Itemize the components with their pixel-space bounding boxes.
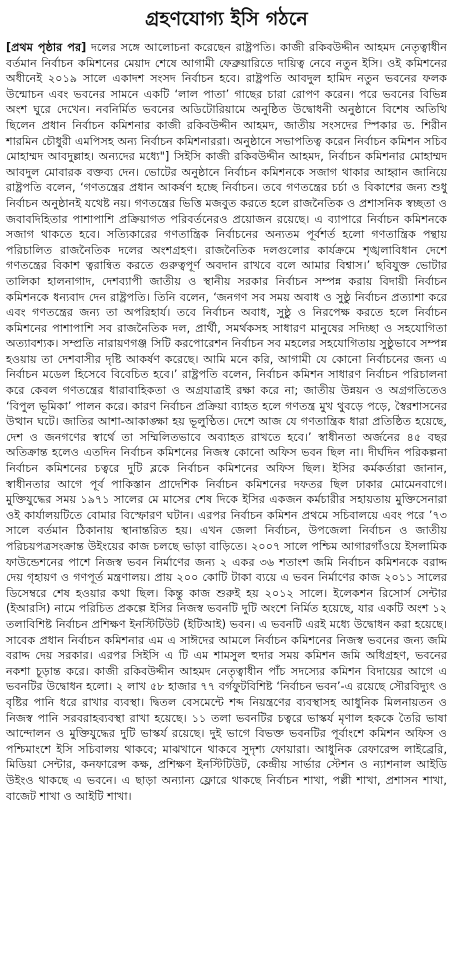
continuation-tag: [প্রথম পৃষ্ঠার পর] [6,41,87,54]
article-body [6,40,447,804]
article-text: দলের সঙ্গে আলোচনা করেছেন রাষ্ট্রপতি। কাজী রকিবউদ্দীন আহমদ নেতৃত্বাধীন বর্তমান নির্বাচন কমিশনের মেয়াদ শেষে আগামী ফেব্রুয়ারিতে দায়িত্ব নেবে নতুন ইসি। ওই কমিশনের অধীনেই ২০১৯ সালে একাদশ সংসদ নির্বাচন হবে। রাষ্ট্রপতি আবদুল হামিদ নতুন ভবনের ফলক উন্মোচন এবং ভবনের সামনে একটি ‘লাল পাতা’ গাছের চারা রোপণ করেন। পরে ভবনের বিভিন্ন অংশ ঘুরে দেখেন। নবনির্মিত ভবনের অডিটোরিয়ামে অনুষ্ঠিত উদ্বোধনী অনুষ্ঠানে বিশেষ অতিথি ছিলেন প্রধান নির্বাচন কমিশনার কাজী রকিবউদ্দীন আহমদ, জাতীয় সংসদের স্পিকার ড. শিরীন শারমিন চৌধুরী এমপিসহ অন্য নির্বাচন কমিশনাররা। অনুষ্ঠানে সভাপতিত্ব করেন নির্বাচন কমিশন সচিব মোহাম্মদ আবদুল্লাহ। অন্যদের মধ্যে"] সিইসি কাজী রকিবউদ্দীন আহমদ, নির্বাচন কমিশনার মোহাম্মদ আবদুল মোবারক বক্তব্য দেন। ভোটের অনুষ্ঠানে নির্বাচন কমিশনকে সজাগ থাকার আহ্বান জানিয়ে রাষ্ট্রপতি বলেন, ‘গণতন্ত্রের প্রধান আকর্ষণ হচ্ছে নির্বাচন। তবে গণতন্ত্রের চর্চা ও বিকাশের জন্য শুধু নির্বাচন অনুষ্ঠানই যথেষ্ট নয়। গণতন্ত্রের ভিত্তি মজবুত করতে হলে রাজনৈতিক ও প্রশাসনিক স্বচ্ছতা ও জবাবদিহিতার পাশাপাশি প্রক্রিয়াগত পরিবর্তনেরও প্রয়োজন রয়েছে। এ ব্যাপারে নির্বাচন কমিশনকে সজাগ থাকতে হবে। সত্যিকারের গণতান্ত্রিক নির্বাচনের অন্যতম পূর্বশর্ত হলো গণতান্ত্রিক পন্থায় পরিচালিত রাজনৈতিক দলের অংশগ্রহণ। রাজনৈতিক দলগুলোর কার্যক্রমে শৃঙ্খলাবিধান দেশে গণতন্ত্রের বিকাশ ত্বরান্বিত করতে গুরুত্বপূর্ণ অবদান রাখবে বলে আমার বিশ্বাস।’ ছবিযুক্ত ভোটার তালিকা হালনাগাদ, দেশব্যাপী জাতীয় ও স্থানীয় সরকার নির্বাচন সম্পন্ন করায় বিদায়ী নির্বাচন কমিশনকে ধন্যবাদ দেন রাষ্ট্রপতি। তিনি বলেন, ‘জনগণ সব সময় অবাধ ও সুষ্ঠু নির্বাচন প্রত্যাশা করে এবং গণতন্ত্রের জন্য তা অপরিহার্য। তবে নির্বাচন অবাধ, সুষ্ঠু ও নিরপেক্ষ করতে হলে নির্বাচন কমিশনের পাশাপাশি সব রাজনৈতিক দল, প্রার্থী, সমর্থকসহ সাধারণ মানুষের সদিচ্ছা ও সহযোগিতা অত্যাবশ্যক। সম্প্রতি নারায়ণগঞ্জ সিটি করপোরেশন নির্বাচন সব মহলের সহযোগিতায় সুষ্ঠুভাবে সম্পন্ন হওয়ায় তা দেশবাসীর দৃষ্টি আকর্ষণ করেছে। আমি মনে করি, আগামী যে কোনো নির্বাচনের জন্য এ নির্বাচন মডেল হিসেবে বিবেচিত হবে।’ রাষ্ট্রপতি বলেন, নির্বাচন কমিশন সাধারণ নির্বাচন পরিচালনা করে কেবল গণতন্ত্রের ধারাবাহিকতা ও অগ্রযাত্রাই রক্ষা করে না; জাতীয় উন্নয়ন ও অগ্রগতিতেও ‘বিপুল ভূমিকা’ পালন করে। কারণ নির্বাচন প্রক্রিয়া ব্যাহত হলে গণতন্ত্র মুখ থুবড়ে পড়ে, স্বৈরশাসনের উত্থান ঘটে। জাতির আশা-আকাঙ্ক্ষা হয় ভূলুণ্ঠিত। দেশে আজ যে গণতান্ত্রিক ধারা প্রতিষ্ঠিত হয়েছে, দেশ ও জনগণের স্বার্থে তা সম্মিলিতভাবে অব্যাহত রাখতে হবে।’ স্বাধীনতা অর্জনের ৪৫ বছর অতিক্রান্ত হলেও এতদিন নির্বাচন কমিশনের নিজস্ব কোনো অফিস ভবন ছিল না। দীর্ঘদিন পরিকল্পনা নির্বাচন কমিশনের চত্বরে দুটি ব্লকে নির্বাচন কমিশনের অফিস ছিল। ইসির কর্মকর্তারা জানান, স্বাধীনতার আগে পূর্ব পাকিস্তান প্রাদেশিক নির্বাচন কমিশনের দফতর ছিল ঢাকার মোমেনবাগে। মুক্তিযুদ্ধের সময় ১৯৭১ সালের মে মাসের শেষ দিকে ইসির একজন কর্মচারীর সহায়তায় মুক্তিসেনারা ওই কার্যালয়টিতে বোমার বিস্ফোরণ ঘটান। এরপর নির্বাচন কমিশন প্রথমে সচিবালয়ে এবং পরে ’৭৩ সালে বর্তমান ঠিকানায় স্থানান্তরিত হয়। এখন জেলা নির্বাচন, উপজেলা নির্বাচন ও জাতীয় পরিচয়পত্রসংক্রান্ত উইংয়ের কাজ চলছে ভাড়া বাড়িতে। ২০০৭ সালে পশ্চিম আগারগাঁওয়ে ইসলামিক ফাউন্ডেশনের পাশে নিজস্ব ভবন নির্মাণের জন্য ২ একর ৩৬ শতাংশ জমি নির্বাচন কমিশনকে বরাদ্দ দেয় গৃহায়ণ ও গণপূর্ত মন্ত্রণালয়। প্রায় ২০০ কোটি টাকা ব্যয়ে এ ভবন নির্মাণের কাজ ২০১১ সালের ডিসেম্বরে শেষ হওয়ার কথা ছিল। কিন্তু কাজ শুরুই হয় ২০১২ সালে। ইলেকশন রিসোর্স সেন্টার (ইআরসি) নামে পরিচিত প্রকল্পে ইসির নিজস্ব ভবনটি দুটি অংশে নির্মিত হয়েছে, যার একটি অংশ ১২ তলাবিশিষ্ট নির্বাচন প্রশিক্ষণ ইনস্টিটিউট (ইটিআই) ভবন। এ ভবনটি এরই মধ্যে উদ্বোধন করা হয়েছে। সাবেক প্রধান নির্বাচন কমিশনার এম এ সাঈদের আমলে নির্বাচন কমিশনের নিজস্ব ভবনের জন্য জমি বরাদ্দ দেয় সরকার। এরপর সিইসি এ টি এম শামসুল হুদার সময় কমিশন জমি অধিগ্রহণ, ভবনের নকশা চূড়ান্ত করে। কাজী রকিবউদ্দীন আহমদ নেতৃত্বাধীন পাঁচ সদস্যের কমিশন বিদায়ের আগে এ ভবনটির উদ্বোধন হলো। ২ লাখ ৫৮ হাজার ৭৭ বর্গফুটবিশিষ্ট ‘নির্বাচন ভবন’-এ রয়েছে সৌরবিদ্যুৎ ও বৃষ্টির পানি ধরে রাখার ব্যবস্থা। দ্বিতল বেসমেন্টে শব্দ নিয়ন্ত্রণের ব্যবস্থাসহ আধুনিক মিলনায়তন ও নিজস্ব পানি সরবরাহব্যবস্থা রাখা হয়েছে। ১১ তলা ভবনটির চত্বরে ভাস্কর্য মৃণাল হককে তৈরি ভাষা আন্দোলন ও মুক্তিযুদ্ধের দুটি ভাস্কর্য রয়েছে। দুই ভাগে বিভক্ত ভবনটির পূর্বাংশে কমিশন অফিস ও পশ্চিমাংশে ইসি সচিবালয় থাকবে; মাঝখানে থাকবে সুদৃশ্য ফোয়ারা। আধুনিক রেফারেন্স লাইব্রেরি, মিডিয়া সেন্টার, কনফারেন্স কক্ষ, প্রশিক্ষণ ইনস্টিটিউট, কেন্দ্রীয় সার্ভার স্টেশন ও ন্যাশনাল আইডি উইংও থাকছে এ ভবনে। এ ছাড়া অন্যান্য ফ্লোরে থাকছে নির্বাচন শাখা, পল্লী শাখা, প্রশাসন শাখা, বাজেট শাখা ও আইটি শাখা। [6,41,448,803]
article-headline: গ্রহণযোগ্য ইসি গঠনে [145,8,308,30]
